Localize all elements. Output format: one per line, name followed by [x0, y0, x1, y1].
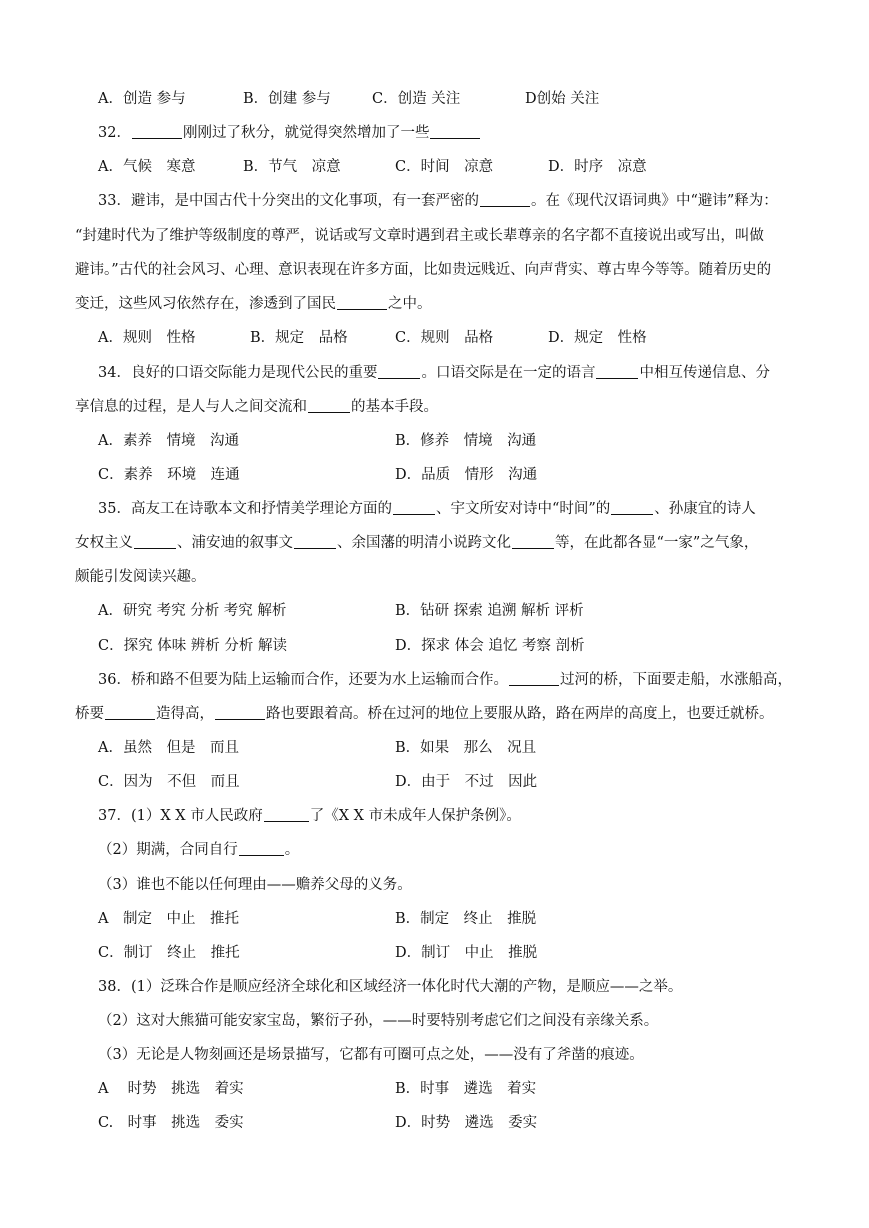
q35-text: 、余国藩的明清小说跨文化 [337, 535, 511, 551]
q33-option-c: C．规则 品格 [395, 330, 494, 346]
q33-line-1 [98, 189, 778, 210]
q32-number: 32． [98, 125, 131, 141]
answer-blank [480, 191, 530, 207]
q34-text: 享信息的过程，是人与人之间交流和 [75, 399, 307, 415]
q37-text: 。 [284, 842, 300, 858]
answer-blank [134, 533, 176, 549]
q36-text: 造得高， [156, 706, 214, 722]
q35-option-b: B．钻研 探索 追溯 解析 评析 [395, 603, 584, 619]
q33-text: 。在《现代汉语词典》中“避讳”释为： [530, 193, 778, 209]
q35-text: 、孙康宜的诗人 [654, 501, 756, 517]
q36-text: 路也要跟着高。桥在过河的地位上要服从路，路在两岸的高度上，也要迁就桥。 [266, 706, 774, 722]
q35-text: 35．高友工在诗歌本文和抒情美学理论方面的 [98, 501, 392, 517]
q33-text: 变迁，这些风习依然存在，渗透到了国民 [75, 296, 336, 312]
answer-blank [596, 363, 638, 379]
q36-option-c: C．因为 不但 而且 [98, 774, 240, 790]
q32-option-a: A．气候 寒意 [98, 159, 196, 175]
answer-blank [132, 123, 182, 139]
q31-option-d: D创始 关注 [525, 91, 600, 107]
q37-line-2 [98, 838, 299, 859]
q32-option-c: C．时间 凉意 [395, 159, 494, 175]
q32-option-b: B．节气 凉意 [243, 159, 341, 175]
q34-option-d: D．品质 情形 沟通 [395, 467, 538, 483]
q38-option-a: A 时势 挑选 着实 [98, 1081, 244, 1097]
answer-blank [294, 533, 336, 549]
q35-text: 、浦安迪的叙事文 [177, 535, 293, 551]
q35-text: 女权主义 [75, 535, 133, 551]
q37-option-c: C．制订 终止 推托 [98, 945, 240, 961]
q35-option-d: D．探求 体会 追忆 考察 剖析 [395, 638, 585, 654]
q33-text: 之中。 [388, 296, 432, 312]
q33-line-3: 避讳。”古代的社会风习、心理、意识表现在许多方面，比如贵远贱近、向声背实、尊古卑今等等。随着历史的 [75, 262, 772, 278]
q34-text: 34．良好的口语交际能力是现代公民的重要 [98, 365, 378, 381]
q36-option-d: D．由于 不过 因此 [395, 774, 538, 790]
answer-blank [611, 499, 653, 515]
q37-option-a: A 制定 中止 推托 [98, 911, 239, 927]
q33-option-b: B．规定 品格 [250, 330, 348, 346]
q34-text: 的基本手段。 [351, 399, 438, 415]
answer-blank [264, 806, 309, 822]
answer-blank [512, 533, 554, 549]
q36-line-2 [75, 702, 774, 723]
answer-blank [509, 670, 559, 686]
q34-option-c: C．素养 环境 连通 [98, 467, 240, 483]
q38-option-b: B．时事 遴选 着实 [395, 1081, 537, 1097]
answer-blank [337, 294, 387, 310]
q34-line-2 [75, 395, 438, 416]
q35-line-3: 颇能引发阅读兴趣。 [75, 569, 206, 585]
q38-line-3: （3）无论是人物刻画还是场景描写，它都有可圈可点之处，——没有了斧凿的痕迹。 [98, 1047, 644, 1063]
q35-option-c: C．探究 体味 辨析 分析 解读 [98, 638, 288, 654]
answer-blank [378, 363, 420, 379]
q36-option-a: A．虽然 但是 而且 [98, 740, 239, 756]
q37-line-3: （3）谁也不能以任何理由——赡养父母的义务。 [98, 877, 412, 893]
q33-option-a: A．规则 性格 [98, 330, 196, 346]
q35-text: 、宇文所安对诗中“时间”的 [435, 501, 611, 517]
q33-line-4 [75, 292, 432, 313]
q31-option-b: B．创建 参与 [243, 91, 331, 107]
q32-option-d: D．时序 凉意 [548, 159, 647, 175]
q35-line-2 [75, 531, 758, 552]
answer-blank [215, 704, 265, 720]
q37-option-b: B．制定 终止 推脱 [395, 911, 537, 927]
q32-question [98, 121, 481, 142]
q37-text: （2）期满，合同自行 [98, 842, 238, 858]
q34-text: 。口语交际是在一定的语言 [421, 365, 596, 381]
answer-blank [105, 704, 155, 720]
q38-line-1: 38．(1）泛珠合作是顺应经济全球化和区域经济一体化时代大潮的产物，是顺应——之举。 [98, 979, 683, 995]
q35-option-a: A．研究 考究 分析 考究 解析 [98, 603, 287, 619]
q37-text: 了《X X 市未成年人保护条例》。 [309, 808, 521, 824]
q37-line-1 [98, 804, 521, 825]
q34-line-1 [98, 361, 770, 382]
q36-text: 36．桥和路不但要为陆上运输而合作，还要为水上运输而合作。 [98, 672, 508, 688]
answer-blank [430, 123, 480, 139]
q36-line-1 [98, 668, 792, 689]
q34-text: 中相互传递信息、分 [639, 365, 770, 381]
q38-line-2: （2）这对大熊猫可能安家宝岛，繁衍子孙，——时要特别考虑它们之间没有亲缘关系。 [98, 1013, 659, 1029]
q36-text: 过河的桥，下面要走船，水涨船高， [559, 672, 792, 688]
q32-text: 刚刚过了秋分，就觉得突然增加了一些 [182, 125, 430, 141]
q34-option-a: A．素养 情境 沟通 [98, 433, 239, 449]
q37-option-d: D．制订 中止 推脱 [395, 945, 538, 961]
q33-text: 33．避讳，是中国古代十分突出的文化事项，有一套严密的 [98, 193, 479, 209]
q33-option-d: D．规定 性格 [548, 330, 647, 346]
q38-option-c: C. 时事 挑选 委实 [98, 1115, 244, 1131]
q37-text: 37．(1）X X 市人民政府 [98, 808, 263, 824]
q35-line-1 [98, 497, 756, 518]
answer-blank [239, 840, 284, 856]
q33-line-2: “封建时代为了维护等级制度的尊严，说话或写文章时遇到君主或长辈尊亲的名字都不直接说出或写出，叫做 [75, 228, 764, 244]
q31-option-a: A．创造 参与 [98, 91, 186, 107]
q31-option-c: C．创造 关注 [372, 91, 461, 107]
q38-option-d: D．时势 遴选 委实 [395, 1115, 538, 1131]
q34-option-b: B．修养 情境 沟通 [395, 433, 537, 449]
answer-blank [393, 499, 435, 515]
q36-text: 桥要 [75, 706, 104, 722]
q36-option-b: B．如果 那么 况且 [395, 740, 537, 756]
q35-text: 等，在此都各显“一家”之气象， [555, 535, 759, 551]
answer-blank [308, 397, 350, 413]
